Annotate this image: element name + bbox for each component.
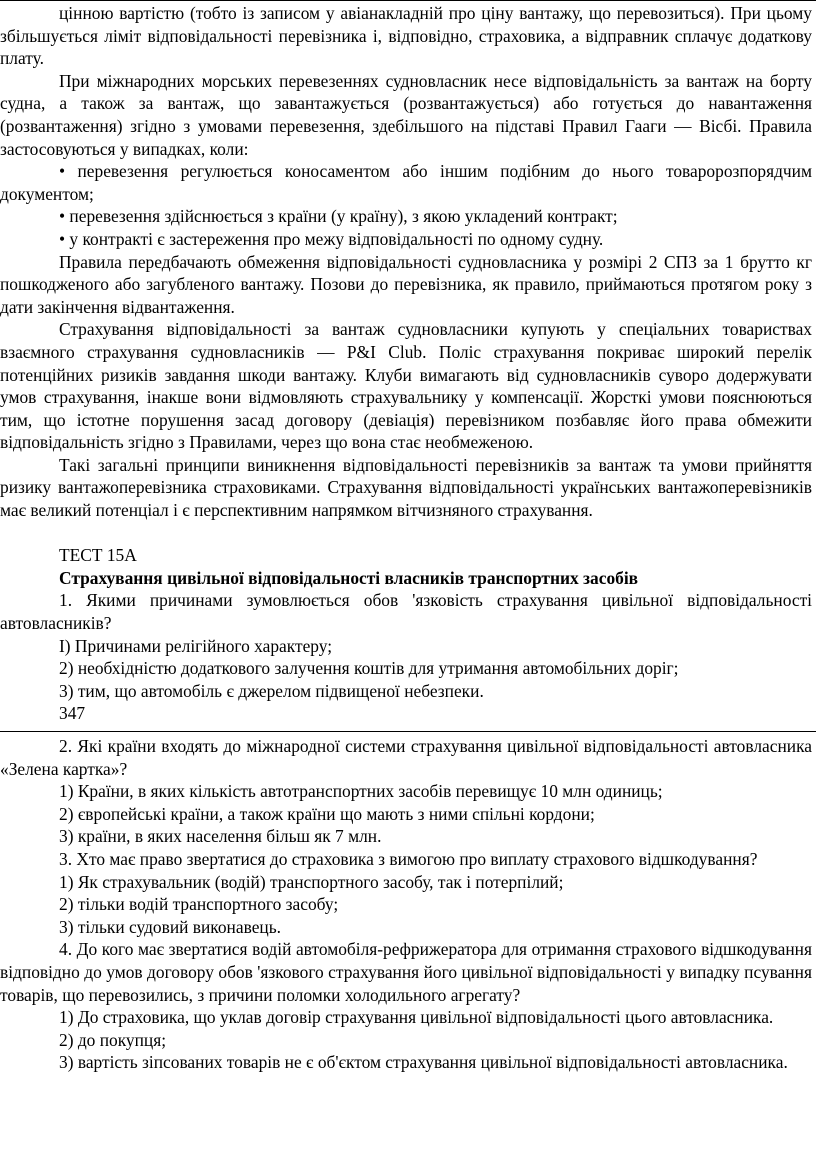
question-2-answer-1: 1) Країни, в яких кількість автотранспортних засобів перевищує 10 млн одиниць; (59, 781, 663, 802)
paragraph-pi-club: Страхування відповідальності за вантаж судновласники купують у спеціальних товариствах взаємного страхування судновласників — P&I Club. Поліс страхування покриває широкий перелік потенційних ризиків завдання шкоди вантажу. Клуби вимагають від судновласників суворо додержувати умов страхування, інакше вони відмовляють страхувальнику у компенсації. Жорсткі умови пояснюються тим, що істотне порушення засад договору (девіація) перевізником позбавляє його права обмежити відповідальність згідно з Правилами, через що вона стає необмеженою. (0, 319, 812, 453)
question-4-answer-2: 2) до покупця; (59, 1029, 167, 1050)
question-3-answer-2: 2) тільки водій транспортного засобу; (59, 894, 339, 915)
question-4-answer-1: 1) До страховика, що уклав договір страхування цивільної відповідальності цього автовласника. (59, 1007, 774, 1028)
paragraph-maritime-liability: При міжнародних морських перевезеннях судновласник несе відповідальність за вантаж на борту судна, а також за вантаж, що завантажується (розвантажується) або готується до навантаження (розвантаження) згідно з умовами перевезення, здебільшого на підставі Правил Гааги — Вісбі. Правила застосовуються у випадках, коли: (0, 70, 812, 159)
page-top-rule (0, 0, 816, 1)
bullet-item-liability-limit: • у контракті є застереження про межу відповідальності по одному судну. (59, 228, 604, 249)
page-number: 347 (59, 703, 86, 724)
question-1: 1. Якими причинами зумовлюється обов 'язковість страхування цивільної відповідальності автовласників? (0, 590, 812, 634)
page-347-body (0, 2, 812, 725)
bullet-item-bill-of-lading: • перевезення регулюється коносаментом або іншим подібним до нього товаророзпорядчим документом; (0, 161, 812, 204)
question-4-answer-3: 3) вартість зіпсованих товарів не є об'єктом страхування цивільної відповідальності автовласника. (59, 1052, 788, 1073)
question-4: 4. До кого має звертатися водій автомобіля-рефрижератора для отримання страхового відшкодування відповідно до умов договору обов 'язкового страхування його цивільної відповідальності у випадку псування товарів, що перевозились, з причини поломки холодильного агрегату? (0, 939, 812, 1005)
question-1-answer-2: 2) необхідністю додаткового залучення коштів для утримання автомобільних доріг; (59, 658, 679, 679)
paragraph-liability-limits: Правила передбачають обмеження відповідальності судновласника у розмірі 2 СПЗ за 1 брутто кг пошкодженого або загубленого вантажу. Позови до перевізника, як правило, приймаються протягом року з дати закінчення відвантаження. (0, 251, 812, 317)
paragraph-continuation: цінною вартістю (тобто із записом у авіанакладній про ціну вантажу, що перевозиться). При цьому збільшується ліміт відповідальності перевізника і, відповідно, страховика, а відправник сплачує додаткову плату. (0, 3, 812, 69)
question-2-answer-2: 2) європейські країни, а також країни що мають з ними спільні кордони; (59, 803, 595, 824)
question-3-answer-3: 3) тільки судовий виконавець. (59, 916, 282, 937)
question-3: 3. Хто має право звертатися до страховика з вимогою про виплату страхового відшкодування? (59, 848, 758, 869)
test-title: ТЕСТ 15А (59, 545, 137, 566)
test-subtitle: Страхування цивільної відповідальності власників транспортних засобів (59, 567, 639, 588)
page-348-body (0, 735, 812, 1074)
page-break-rule (0, 731, 816, 732)
paragraph-general-principles: Такі загальні принципи виникнення відповідальності перевізників за вантаж та умови прийняття ризику вантажоперевізника страховиками. Страхування відповідальності українських вантажоперевізників має великий потенціал і є перспективним напрямком вітчизняного страхування. (0, 454, 812, 521)
question-2: 2. Які країни входять до міжнародної системи страхування цивільної відповідальності автовласника «Зелена картка»? (0, 736, 812, 779)
question-1-answer-3: 3) тим, що автомобіль є джерелом підвищеної небезпеки. (59, 680, 484, 701)
question-1-answer-1: І) Причинами релігійного характеру; (59, 635, 333, 656)
bullet-item-country-contract: • перевезення здійснюється з країни (у країну), з якою укладений контракт; (59, 206, 618, 227)
question-3-answer-1: 1) Як страхувальник (водій) транспортного засобу, так і потерпілий; (59, 871, 564, 892)
question-2-answer-3: 3) країни, в яких населення більш як 7 млн. (59, 826, 382, 847)
